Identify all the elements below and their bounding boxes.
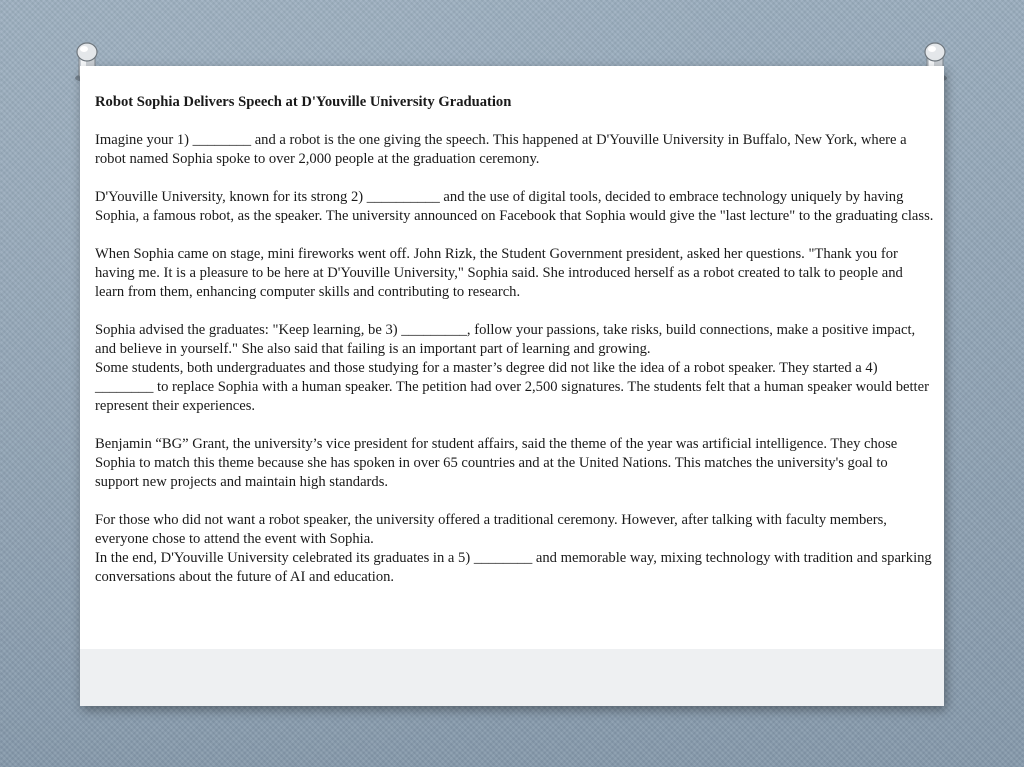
paragraph-petition: Some students, both undergraduates and those studying for a master’s degree did not like the idea of a robot speaker. They started a 4) ________ to replace Sophia with a human speaker. The petition had over 2,500 signatures. The students felt that a human speaker would better represent their experiences. [95, 360, 929, 414]
paper-footer-band [80, 649, 944, 706]
paragraph-advice: Sophia advised the graduates: "Keep learning, be 3) _________, follow your passions, take risks, build connections, make a positive impact, and believe in yourself." She also said that failing is an important part of learning and growing. [95, 322, 916, 357]
paragraph-intro: Imagine your 1) ________ and a robot is the one giving the speech. This happened at D'Youville University in Buffalo, New York, where a robot named Sophia spoke to over 2,000 people at the graduation ceremony. [95, 132, 907, 167]
paragraph-stage: When Sophia came on stage, mini fireworks went off. John Rizk, the Student Government president, asked her questions. "Thank you for having me. It is a pleasure to be here at D'Youville University," Sophia said. She introduced herself as a robot created to talk to people and learn from them, enhancing computer skills and contributing to research. [95, 246, 903, 300]
paragraph-university: D'Youville University, known for its strong 2) __________ and the use of digital tools, decided to embrace technology uniquely by having Sophia, a famous robot, as the speaker. The university announced on Facebook that Sophia would give the "last lecture" to the graduating class. [95, 189, 934, 224]
article-title: Robot Sophia Delivers Speech at D'Youville University Graduation [95, 94, 512, 110]
paragraph-conclusion: In the end, D'Youville University celebrated its graduates in a 5) ________ and memorable way, mixing technology with tradition and sparking conversations about the future of AI and education. [95, 550, 932, 585]
paragraph-theme: Benjamin “BG” Grant, the university’s vice president for student affairs, said the theme of the year was artificial intelligence. They chose Sophia to match this theme because she has spoken in over 65 countries and at the United Nations. This matches the university's goal to support new projects and maintain high standards. [95, 436, 898, 490]
paragraph-traditional: For those who did not want a robot speaker, the university offered a traditional ceremony. However, after talking with faculty members, everyone chose to attend the event with Sophia. [95, 512, 887, 547]
article-content [95, 93, 935, 606]
